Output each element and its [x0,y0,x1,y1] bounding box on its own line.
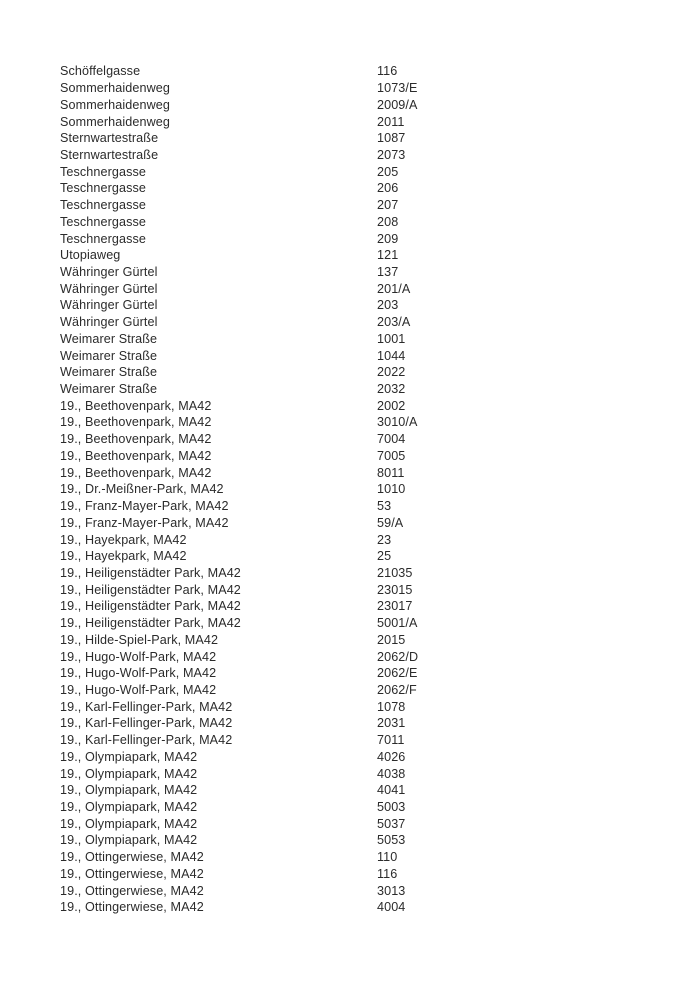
street-name: Sommerhaidenweg [60,81,171,96]
street-name: 19., Olympiapark, MA42 [60,833,198,848]
address-row [60,164,650,181]
street-name: 19., Hugo-Wolf-Park, MA42 [60,649,217,664]
street-name: Währinger Gürtel [60,315,158,330]
designation-number: 59/A [377,515,404,530]
address-row [60,264,650,281]
designation-number: 7011 [377,733,405,748]
designation-number: 137 [377,265,399,280]
street-name: Teschnergasse [60,198,147,213]
address-row [60,598,650,615]
designation-number: 2031 [377,716,406,731]
street-name: 19., Olympiapark, MA42 [60,766,198,781]
address-list [60,63,650,916]
designation-number: 4038 [377,766,406,781]
address-row [60,481,650,498]
designation-number: 5053 [377,833,406,848]
street-name: 19., Olympiapark, MA42 [60,749,198,764]
designation-number: 2002 [377,398,406,413]
address-row [60,749,650,766]
designation-number: 5003 [377,800,406,815]
street-name: 19., Ottingerwiese, MA42 [60,900,204,915]
address-row [60,63,650,80]
designation-number: 1010 [377,482,406,497]
street-name: Sommerhaidenweg [60,114,171,129]
street-name: 19., Karl-Fellinger-Park, MA42 [60,716,233,731]
designation-number: 2015 [377,632,406,647]
street-name: Währinger Gürtel [60,265,158,280]
street-name: Teschnergasse [60,214,147,229]
street-name: Teschnergasse [60,231,147,246]
address-row [60,582,650,599]
designation-number: 7005 [377,448,406,463]
street-name: 19., Franz-Mayer-Park, MA42 [60,515,229,530]
designation-number: 1078 [377,699,406,714]
address-row [60,732,650,749]
designation-number: 25 [377,549,392,564]
designation-number: 2062/F [377,682,417,697]
designation-number: 5037 [377,816,406,831]
street-name: 19., Beethovenpark, MA42 [60,415,212,430]
address-row [60,799,650,816]
address-row [60,548,650,565]
address-row [60,398,650,415]
street-name: Teschnergasse [60,164,147,179]
designation-number: 121 [377,248,399,263]
street-name: 19., Beethovenpark, MA42 [60,465,212,480]
address-row [60,849,650,866]
street-name: 19., Beethovenpark, MA42 [60,448,212,463]
address-row [60,130,650,147]
street-name: 19., Karl-Fellinger-Park, MA42 [60,699,233,714]
designation-number: 208 [377,214,399,229]
address-row [60,532,650,549]
street-name: 19., Olympiapark, MA42 [60,783,198,798]
street-name: 19., Franz-Mayer-Park, MA42 [60,499,229,514]
designation-number: 2073 [377,147,406,162]
designation-number: 2011 [377,114,405,129]
designation-number: 53 [377,499,392,514]
street-name: 19., Hugo-Wolf-Park, MA42 [60,666,217,681]
address-row [60,866,650,883]
street-name: Weimarer Straße [60,348,158,363]
street-name: 19., Karl-Fellinger-Park, MA42 [60,733,233,748]
designation-number: 3010/A [377,415,418,430]
address-row [60,80,650,97]
designation-number: 205 [377,164,399,179]
street-name: Sternwartestraße [60,147,159,162]
address-row [60,381,650,398]
address-row [60,214,650,231]
address-row [60,314,650,331]
address-row [60,816,650,833]
street-name: Weimarer Straße [60,382,158,397]
designation-number: 23017 [377,599,413,614]
designation-number: 201/A [377,281,411,296]
designation-number: 206 [377,181,399,196]
designation-number: 1073/E [377,81,418,96]
address-row [60,97,650,114]
designation-number: 1044 [377,348,406,363]
designation-number: 8011 [377,465,405,480]
designation-number: 110 [377,850,398,865]
address-row [60,565,650,582]
street-name: Weimarer Straße [60,331,158,346]
street-name: Utopiaweg [60,248,121,263]
street-name: Währinger Gürtel [60,298,158,313]
address-row [60,682,650,699]
address-row [60,147,650,164]
address-row [60,632,650,649]
address-row [60,766,650,783]
street-name: 19., Heiligenstädter Park, MA42 [60,582,241,597]
designation-number: 7004 [377,432,406,447]
address-row [60,699,650,716]
designation-number: 1087 [377,131,406,146]
designation-number: 3013 [377,883,406,898]
street-name: 19., Beethovenpark, MA42 [60,398,212,413]
address-row [60,414,650,431]
street-name: 19., Beethovenpark, MA42 [60,432,212,447]
designation-number: 4041 [377,783,406,798]
street-name: Währinger Gürtel [60,281,158,296]
street-name: 19., Olympiapark, MA42 [60,800,198,815]
designation-number: 5001/A [377,616,418,631]
address-row [60,665,650,682]
address-row [60,782,650,799]
street-name: 19., Ottingerwiese, MA42 [60,866,204,881]
street-name: 19., Heiligenstädter Park, MA42 [60,599,241,614]
address-row [60,715,650,732]
street-name: 19., Ottingerwiese, MA42 [60,850,204,865]
street-name: 19., Ottingerwiese, MA42 [60,883,204,898]
address-row [60,297,650,314]
designation-number: 203/A [377,315,411,330]
designation-number: 2022 [377,365,406,380]
designation-number: 4026 [377,749,406,764]
designation-number: 2032 [377,382,406,397]
street-name: 19., Olympiapark, MA42 [60,816,198,831]
address-row [60,197,650,214]
address-row [60,832,650,849]
street-name: 19., Heiligenstädter Park, MA42 [60,565,241,580]
street-name: 19., Heiligenstädter Park, MA42 [60,616,241,631]
street-name: 19., Hugo-Wolf-Park, MA42 [60,682,217,697]
designation-number: 1001 [377,331,406,346]
designation-number: 207 [377,198,399,213]
designation-number: 116 [377,64,398,79]
address-row [60,448,650,465]
address-row [60,247,650,264]
address-row [60,899,650,916]
address-row [60,331,650,348]
designation-number: 209 [377,231,399,246]
address-row [60,615,650,632]
street-name: 19., Dr.-Meißner-Park, MA42 [60,482,224,497]
designation-number: 23 [377,532,392,547]
street-name: Schöffelgasse [60,64,141,79]
address-row [60,883,650,900]
designation-number: 2009/A [377,97,418,112]
address-row [60,348,650,365]
street-name: Weimarer Straße [60,365,158,380]
street-name: Sommerhaidenweg [60,97,171,112]
designation-number: 21035 [377,565,413,580]
designation-number: 2062/E [377,666,418,681]
address-row [60,515,650,532]
address-row [60,180,650,197]
address-row [60,465,650,482]
street-name: 19., Hayekpark, MA42 [60,549,187,564]
designation-number: 116 [377,866,398,881]
address-row [60,431,650,448]
address-row [60,114,650,131]
address-row [60,281,650,298]
address-row [60,498,650,515]
street-name: 19., Hayekpark, MA42 [60,532,187,547]
designation-number: 203 [377,298,399,313]
designation-number: 2062/D [377,649,419,664]
address-row [60,231,650,248]
street-name: Teschnergasse [60,181,147,196]
address-row [60,649,650,666]
designation-number: 4004 [377,900,406,915]
designation-number: 23015 [377,582,413,597]
address-row [60,364,650,381]
street-name: Sternwartestraße [60,131,159,146]
street-name: 19., Hilde-Spiel-Park, MA42 [60,632,219,647]
